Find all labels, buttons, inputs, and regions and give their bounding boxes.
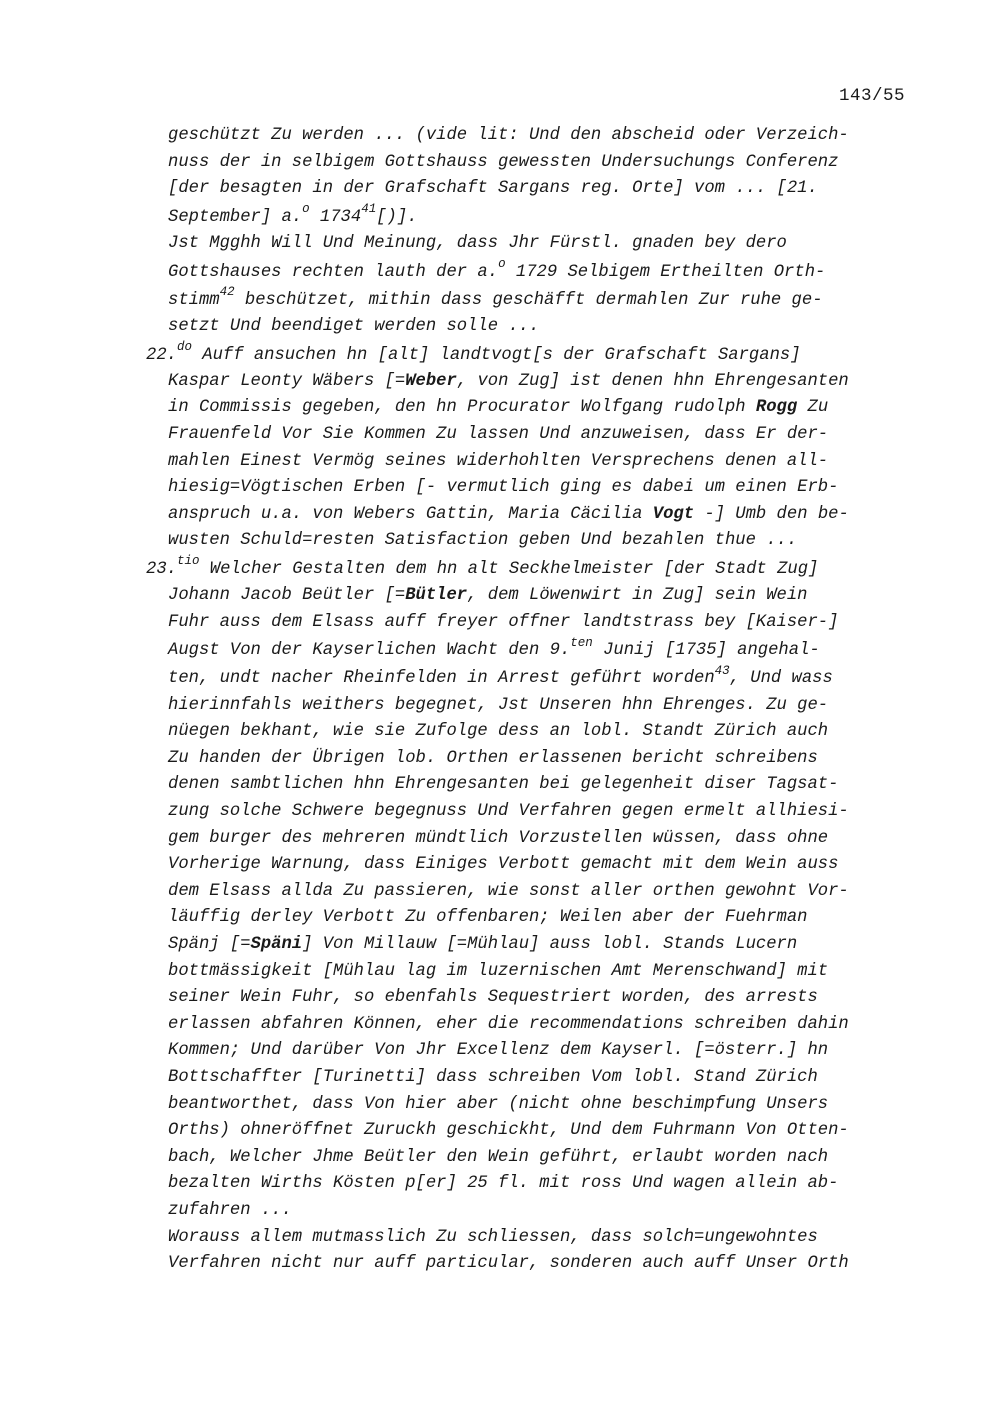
text-segment: erlassen abfahren Können, eher die recommendations schreiben dahin: [168, 1014, 849, 1034]
text-segment: , von Zug] ist denen hhn Ehrengesanten: [456, 371, 849, 391]
text-segment: beantworthet, dass Von hier aber (nicht ohne beschimpfung Unsers: [168, 1094, 829, 1114]
text-segment: 1729 Selbigem Ertheilten Orth-: [505, 262, 826, 282]
text-segment: stimm: [168, 290, 220, 310]
text-line: [0, 369, 1000, 396]
text-segment: Gottshauses rechten lauth der a.: [168, 262, 499, 282]
text-segment: [)].: [376, 207, 418, 227]
footnote-superscript: 42: [219, 285, 235, 300]
text-segment: Jst Mgghh Will Und Meinung, dass Jhr Fürstl. gnaden bey dero: [168, 233, 787, 253]
text-segment: Orths) ohneröffnet Zuruckh geschickht, Und dem Fuhrmann Von Otten-: [168, 1121, 849, 1141]
text-segment: Frauenfeld Vor Sie Kommen Zu lassen Und anzuweisen, dass Er der-: [168, 424, 829, 444]
text-segment: Spänj [=: [168, 934, 251, 954]
text-segment: 23.: [146, 559, 177, 579]
text-line: [0, 231, 1000, 258]
text-line: [0, 1145, 1000, 1172]
text-segment: ] Von Millauw [=Mühlau] auss lobl. Stands Lucern: [302, 934, 798, 954]
text-segment: zufahren ...: [168, 1200, 292, 1220]
text-line: [0, 852, 1000, 879]
footnote-superscript: tio: [176, 554, 200, 569]
page-number: 143/55: [838, 86, 905, 106]
text-line: [0, 422, 1000, 449]
text-line: [0, 258, 1000, 286]
text-segment: zung solche Schwere begegnuss Und Verfahren gegen ermelt allhiesi-: [168, 802, 849, 821]
text-segment: Worauss allem mutmasslich Zu schliessen, dass solch=ungewohntes: [168, 1227, 818, 1247]
footnote-superscript: o: [498, 256, 506, 271]
text-segment: setzt Und beendiget werden solle ...: [168, 316, 540, 336]
text-line: [0, 664, 1000, 692]
emphasized-name: Vogt: [652, 504, 695, 524]
text-line: [0, 449, 1000, 476]
text-segment: Welcher Gestalten dem hn alt Seckhelmeister [der Stadt Zug]: [199, 559, 819, 579]
text-segment: nuss der in selbigem Gottshauss gewessten Undersuchungs Conferenz: [168, 152, 839, 172]
text-line: [0, 203, 1000, 231]
text-segment: Kommen; Und darüber Von Jhr Excellenz dem Kayserl. [=österr.] hn: [168, 1041, 829, 1061]
text-line: [0, 693, 1000, 720]
text-segment: Auff ansuchen hn [alt] landtvogt[s der Grafschaft Sargans]: [191, 345, 801, 365]
text-line: [0, 905, 1000, 932]
text-line: [0, 1198, 1000, 1225]
text-segment: hiesig=Vögtischen Erben [- vermutlich ging es dabei um einen Erb-: [168, 478, 839, 498]
text-segment: gem burger des mehreren mündtlich Vorzustellen wüssen, dass ohne: [168, 828, 829, 848]
text-segment: [der besagten in der Grafschaft Sargans reg. Orte] vom ... [21.: [168, 179, 818, 199]
text-segment: beschützet, mithin dass geschäfft dermahlen Zur ruhe ge-: [234, 290, 823, 310]
text-line: [0, 1012, 1000, 1039]
text-segment: in Commissis gegeben, den hn Procurator Wolfgang rudolph: [168, 398, 756, 418]
text-segment: geschützt Zu werden ... (vide lit: Und den abscheid oder Verzeich-: [168, 126, 849, 145]
emphasized-name: Rogg: [755, 398, 798, 418]
text-segment: dem Elsass allda Zu passieren, wie sonst aller orthen gewohnt Vor-: [168, 881, 849, 901]
text-segment: seiner Wein Fuhr, so ebenfahls Sequestriert worden, des arrests: [168, 988, 818, 1008]
text-segment: September] a.: [168, 207, 303, 227]
text-line: [0, 123, 1000, 150]
text-segment: denen sambtlichen hhn Ehrengesanten bei gelegenheit diser Tagsat-: [168, 775, 839, 795]
text-line: [0, 1225, 1000, 1252]
text-line: [0, 610, 1000, 637]
text-line: [0, 1251, 1000, 1278]
text-segment: Fuhr auss dem Elsass auff freyer offner landtstrass bey [Kaiser-]: [168, 612, 839, 632]
footnote-superscript: do: [176, 339, 192, 354]
text-line: [0, 555, 1000, 583]
text-segment: anspruch u.a. von Webers Gattin, Maria Cäcilia: [168, 504, 653, 524]
text-line: [0, 502, 1000, 529]
text-line: [0, 528, 1000, 555]
text-segment: 1734: [309, 207, 362, 227]
text-segment: , dem Löwenwirt in Zug] sein Wein: [467, 586, 808, 606]
text-line: [0, 799, 1000, 826]
text-segment: wusten Schuld=resten Satisfaction geben Und bezahlen thue ...: [168, 531, 798, 551]
document-body: [0, 123, 1000, 1278]
text-segment: Johann Jacob Beütler [=: [168, 586, 406, 606]
text-segment: Kaspar Leonty Wäbers [=: [168, 371, 406, 391]
text-line: [0, 959, 1000, 986]
text-segment: -] Umb den be-: [694, 504, 849, 524]
text-line: [0, 583, 1000, 610]
footnote-superscript: o: [302, 202, 310, 217]
text-segment: bach, Welcher Jhme Beütler den Wein geführt, erlaubt worden nach: [168, 1147, 829, 1167]
text-line: [0, 475, 1000, 502]
text-segment: Zu: [797, 398, 829, 418]
footnote-superscript: ten: [570, 635, 593, 650]
text-segment: Verfahren nicht nur auff particular, sonderen auch auff Unser Orth: [168, 1254, 849, 1274]
text-line: [0, 150, 1000, 177]
text-segment: Augst Von der Kayserlichen Wacht den 9.: [168, 641, 571, 661]
text-line: [0, 1118, 1000, 1145]
text-segment: ten, undt nacher Rheinfelden in Arrest geführt worden: [168, 669, 715, 689]
text-segment: bezalten Wirths Kösten p[er] 25 fl. mit ross Und wagen allein ab-: [168, 1174, 839, 1194]
text-segment: Bottschaffter [Turinetti] dass schreiben Vom lobl. Stand Zürich: [168, 1067, 818, 1087]
text-segment: hierinnfahls weithers begegnet, Jst Unseren hhn Ehrenges. Zu ge-: [168, 695, 829, 715]
text-segment: läuffig derley Verbott Zu offenbaren; Weilen aber der Fuehrman: [168, 908, 808, 928]
text-line: [0, 176, 1000, 203]
footnote-superscript: 41: [361, 202, 377, 217]
text-line: [0, 1171, 1000, 1198]
text-line: [0, 1038, 1000, 1065]
emphasized-name: Bütler: [405, 586, 468, 606]
emphasized-name: Späni: [250, 934, 303, 954]
text-line: [0, 932, 1000, 959]
text-line: [0, 314, 1000, 341]
text-line: [0, 772, 1000, 799]
text-segment: bottmässigkeit [Mühlau lag im luzernischen Amt Merenschwand] mit: [168, 961, 829, 981]
emphasized-name: Weber: [405, 371, 457, 391]
text-line: [0, 1065, 1000, 1092]
text-segment: Vorherige Warnung, dass Einiges Verbott gemacht mit dem Wein auss: [168, 855, 839, 875]
footnote-superscript: 43: [714, 663, 730, 678]
text-line: [0, 286, 1000, 314]
text-segment: mahlen Einest Vermög seines widerhohlten Versprechens denen all-: [168, 451, 829, 471]
text-line: [0, 719, 1000, 746]
text-line: [0, 826, 1000, 853]
text-segment: Junij [1735] angehal-: [592, 641, 820, 661]
text-segment: nüegen bekhant, wie sie Zufolge dess an lobl. Standt Zürich auch: [168, 722, 829, 742]
text-line: [0, 341, 1000, 369]
text-line: [0, 985, 1000, 1012]
text-segment: , Und wass: [729, 669, 833, 689]
text-segment: 22.: [146, 345, 177, 365]
text-line: [0, 879, 1000, 906]
text-line: [0, 636, 1000, 664]
text-line: [0, 395, 1000, 422]
text-segment: Zu handen der Übrigen lob. Orthen erlassenen bericht schreibens: [168, 748, 818, 768]
text-line: [0, 1092, 1000, 1119]
text-line: [0, 746, 1000, 773]
